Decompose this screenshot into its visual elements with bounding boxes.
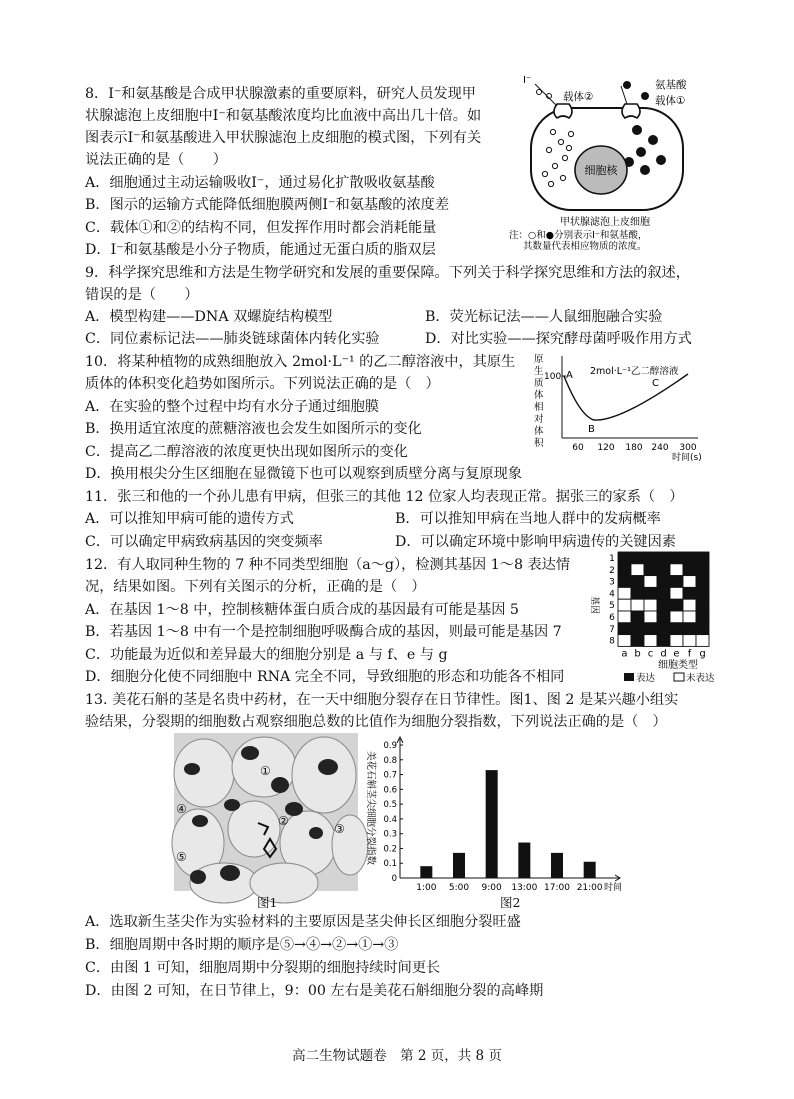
cell-type-label: c xyxy=(647,648,654,660)
expression-cell xyxy=(631,576,644,588)
ylabel-char: 体 xyxy=(534,390,544,401)
q12-expression-grid xyxy=(589,550,733,685)
gene-row-label: 3 xyxy=(609,577,615,588)
fig2-x-tick-label: 9:00 xyxy=(481,883,502,893)
expression-cell xyxy=(644,611,657,623)
expression-cell xyxy=(631,599,644,611)
expression-cell xyxy=(696,635,709,647)
q8-option-c: C．载体①和②的结构不同，但发挥作用时都会消耗能量 xyxy=(85,220,437,236)
expression-cell xyxy=(657,552,670,564)
expression-cell xyxy=(618,635,631,647)
expression-cell xyxy=(618,623,631,635)
expression-cell xyxy=(670,587,683,599)
ylabel-char: 相 xyxy=(534,402,544,413)
fig2-y-tick-label: 0.1 xyxy=(383,859,397,870)
fig2-y-tick-label: 0.5 xyxy=(383,800,397,811)
stage-label-3: ③ xyxy=(334,822,345,836)
x-tick: 120 xyxy=(597,443,615,453)
fig2-y-tick-label: 0 xyxy=(391,874,397,884)
expression-cell xyxy=(670,611,683,623)
legend-expressed-label: 表达 xyxy=(636,673,656,684)
expression-cell xyxy=(670,623,683,635)
ylabel-char: 原 xyxy=(534,354,544,365)
fig2-y-tick-label: 0.7 xyxy=(383,770,397,781)
expression-cell xyxy=(644,635,657,647)
expression-cell xyxy=(657,611,670,623)
x-tick: 300 xyxy=(679,443,697,453)
expression-cell xyxy=(644,552,657,564)
ylabel-char: 体 xyxy=(534,426,544,437)
stage-label-2: ② xyxy=(278,814,289,828)
q12-stem-line-1: 12．有人取同种生物的 7 种不同类型细胞（a～g），检测其基因 1～8 表达情 xyxy=(85,557,571,573)
q13-fig1-micrograph xyxy=(174,733,358,891)
carrier-1-label: 载体① xyxy=(655,95,686,107)
q12-option-b: B．若基因 1～8 中有一个是控制细胞呼吸酶合成的基因，则最可能是基因 7 xyxy=(85,624,562,640)
ylabel-char: 质 xyxy=(534,378,544,389)
fig2-xlabel: 时间 xyxy=(604,883,623,893)
gene-row-label: 5 xyxy=(609,601,615,612)
expression-cell xyxy=(618,576,631,588)
fig2-y-tick-label: 0.3 xyxy=(383,829,397,840)
fig2-caption: 图2 xyxy=(500,895,521,910)
q10-y-tick: 100 xyxy=(544,372,562,382)
q13-option-c: C．由图 1 可知，细胞周期中分裂期的细胞持续时间更长 xyxy=(85,960,441,976)
q13-stem-line-1: 13. 美花石斛的茎是名贵中药材，在一天中细胞分裂存在日节律性。图1、图 2 是某兴趣小组实 xyxy=(85,692,679,708)
expression-cell xyxy=(696,576,709,588)
point-a-label: A xyxy=(566,370,573,381)
fig2-x-tick-label: 1:00 xyxy=(416,883,437,893)
fig1-caption: 图1 xyxy=(257,895,278,910)
q12-stem-line-2: 况，结果如图。下列有关图示的分析，正确的是（ ） xyxy=(85,579,426,595)
x-tick: 60 xyxy=(572,443,584,453)
fig2-y-tick-label: 0.4 xyxy=(383,814,397,825)
q8-stem-line-2: 状腺滤泡上皮细胞中I⁻和氨基酸浓度均比血液中高出几十倍。如 xyxy=(85,108,482,124)
expression-cell xyxy=(631,564,644,576)
fig2-y-tick-label: 0.6 xyxy=(383,785,397,796)
fig2-x-tick-label: 17:00 xyxy=(544,883,570,893)
q10-xlabel: 时间(s) xyxy=(672,453,702,463)
q10-option-d: D．换用根尖分生区细胞在显微镜下也可以观察到质壁分离与复原现象 xyxy=(85,466,523,482)
cell-type-label: b xyxy=(634,648,641,660)
stage-label-1: ① xyxy=(260,764,271,778)
expression-cell xyxy=(657,635,670,647)
expression-cell xyxy=(631,623,644,635)
gene-row-label: 8 xyxy=(609,636,615,647)
q8-cell-diagram xyxy=(505,70,715,252)
expression-cell xyxy=(696,552,709,564)
expression-cell xyxy=(696,623,709,635)
ion-label: I⁻ xyxy=(523,75,532,86)
q10-series-label: 2mol·L⁻¹乙二醇溶液 xyxy=(590,366,679,377)
cell-type-label: d xyxy=(660,648,667,660)
expression-cell xyxy=(683,564,696,576)
expression-cell xyxy=(683,587,696,599)
legend-not-swatch xyxy=(674,673,684,681)
cell-type-label: f xyxy=(687,648,692,660)
gene-row-label: 7 xyxy=(609,624,615,635)
expression-cell xyxy=(618,611,631,623)
expression-cell xyxy=(657,623,670,635)
q8-stem-line-1: 8．I⁻和氨基酸是合成甲状腺激素的重要原料，研究人员发现甲 xyxy=(85,86,476,102)
q11-stem: 11．张三和他的一个孙儿患有甲病，但张三的其他 12 位家人均表现正常。据张三的家系（ ） xyxy=(85,489,684,505)
page-footer: 高二生物试题卷 第 2 页，共 8 页 xyxy=(292,1048,502,1064)
q8-option-a: A．细胞通过主动运输吸收I⁻，通过易化扩散吸收氨基酸 xyxy=(85,175,435,191)
q13-option-a: A．选取新生茎尖作为实验材料的主要原因是茎尖伸长区细胞分裂旺盛 xyxy=(85,914,521,930)
fig2-x-tick-label: 5:00 xyxy=(448,883,470,893)
gene-row-label: 1 xyxy=(609,554,615,564)
carrier-1-icon xyxy=(622,104,640,118)
q8-option-b: B．图示的运输方式能降低细胞膜两侧I⁻和氨基酸的浓度差 xyxy=(85,197,450,213)
expression-cell xyxy=(683,552,696,564)
x-tick: 180 xyxy=(625,443,643,453)
q13-stem-line-2: 验结果，分裂期的细胞数占观察细胞总数的比值作为细胞分裂指数，下列说法正确的是（ ） xyxy=(85,714,667,730)
q10-stem-line-2: 质体的体积变化趋势如图所示。下列说法正确的是（ ） xyxy=(85,376,440,392)
q8-stem-line-4: 说法正确的是（ ） xyxy=(85,152,227,168)
q9-option-d: D．对比实验——探究酵母菌呼吸作用方式 xyxy=(425,331,692,347)
q12-option-a: A．在基因 1～8 中，控制核糖体蛋白质合成的基因最有可能是基因 5 xyxy=(85,602,519,618)
expression-cell xyxy=(696,587,709,599)
expression-cell xyxy=(683,599,696,611)
fig2-bar xyxy=(518,843,530,878)
legend-not-label: 未表达 xyxy=(686,673,715,684)
expression-cell xyxy=(696,611,709,623)
expression-cell xyxy=(657,576,670,588)
gene-row-label: 4 xyxy=(609,589,615,600)
ylabel-char: 生 xyxy=(534,366,544,377)
stage-label-5: ⑤ xyxy=(176,850,187,864)
q10-ylabel xyxy=(534,354,544,449)
q9-stem-line-2: 错误的是（ ） xyxy=(85,287,199,303)
expression-cell xyxy=(670,635,683,647)
expression-cell xyxy=(670,564,683,576)
q11-option-d: D．可以确定环境中影响甲病遗传的关键因素 xyxy=(395,534,676,550)
cell-type-label: g xyxy=(699,648,706,660)
q12-xlabel: 细胞类型 xyxy=(658,660,698,671)
expression-cell xyxy=(631,552,644,564)
q13-option-b: B．细胞周期中各时期的顺序是⑤→④→②→①→③ xyxy=(85,937,399,953)
stage-label-4: ④ xyxy=(176,802,187,816)
legend-expressed-swatch xyxy=(624,673,634,681)
q8-option-d: D．I⁻和氨基酸是小分子物质，能通过无蛋白质的脂双层 xyxy=(85,242,436,258)
expression-cell xyxy=(644,587,657,599)
fig2-y-tick-label: 0.2 xyxy=(383,844,397,855)
cell-type-label: a xyxy=(621,648,628,660)
amino-acid-label: 氨基酸 xyxy=(655,79,687,91)
expression-cell xyxy=(683,576,696,588)
x-tick: 240 xyxy=(651,443,669,453)
cell-type-label: e xyxy=(673,648,680,660)
expression-cell xyxy=(670,599,683,611)
fig2-y-tick-label: 0.8 xyxy=(383,755,397,766)
q10-option-a: A．在实验的整个过程中均有水分子通过细胞膜 xyxy=(85,399,379,415)
q10-volume-chart xyxy=(528,352,718,464)
expression-cell xyxy=(657,599,670,611)
expression-cell xyxy=(631,635,644,647)
fig2-bar xyxy=(486,770,498,878)
expression-cell xyxy=(644,623,657,635)
q9-option-c: C．同位素标记法——肺炎链球菌体内转化实验 xyxy=(85,331,380,347)
q8-stem-line-3: 图表示I⁻和氨基酸进入甲状腺滤泡上皮细胞的模式图，下列有关 xyxy=(85,130,482,146)
expression-cell xyxy=(618,564,631,576)
fig2-bar xyxy=(584,862,596,878)
ylabel-char: 积 xyxy=(534,438,544,449)
q11-option-a: A．可以推知甲病可能的遗传方式 xyxy=(85,511,294,527)
fig2-bar xyxy=(551,853,563,878)
gene-row-label: 6 xyxy=(609,613,615,623)
q13-fig2-bar-chart xyxy=(360,733,630,893)
expression-cell xyxy=(657,587,670,599)
expression-cell xyxy=(683,611,696,623)
expression-cell xyxy=(683,623,696,635)
gene-row-label: 2 xyxy=(609,565,615,576)
q9-option-b: B．荧光标记法——人鼠细胞融合实验 xyxy=(425,309,663,325)
point-b-label: B xyxy=(588,424,595,435)
q10-option-b: B．换用适宜浓度的蔗糖溶液也会发生如图所示的变化 xyxy=(85,421,422,437)
cell-caption: 甲状腺滤泡上皮细胞 xyxy=(560,217,650,228)
q9-option-a: A．模型构建——DNA 双螺旋结构模型 xyxy=(85,309,333,325)
figure-note-2: 其数量代表相应物质的浓度。 xyxy=(523,241,647,252)
expression-cell xyxy=(670,552,683,564)
expression-cell xyxy=(696,599,709,611)
expression-cell xyxy=(631,611,644,623)
expression-cell xyxy=(657,564,670,576)
expression-cell xyxy=(644,599,657,611)
expression-cell xyxy=(670,576,683,588)
q13-option-d: D．由图 2 可知，在日节律上，9：00 左右是美花石斛细胞分裂的高峰期 xyxy=(85,983,544,999)
point-c-label: C xyxy=(652,378,659,389)
fig2-ylabel: 美花石斛茎尖细胞分裂指数 xyxy=(365,751,376,866)
q11-option-c: C．可以确定甲病致病基因的突变频率 xyxy=(85,534,323,550)
fig2-y-tick-label: 0.9 xyxy=(383,741,397,751)
expression-cell xyxy=(618,587,631,599)
expression-cell xyxy=(631,587,644,599)
q10-option-c: C．提高乙二醇溶液的浓度更快出现如图所示的变化 xyxy=(85,444,408,460)
fig2-x-tick-label: 13:00 xyxy=(511,883,538,893)
carrier-2-label: 载体② xyxy=(563,91,594,103)
q12-option-d: D．细胞分化使不同细胞中 RNA 完全不同，导致细胞的形态和功能各不相同 xyxy=(85,669,565,685)
expression-cell xyxy=(644,576,657,588)
figure-note-1: 注：○和●分别表示I⁻和氨基酸， xyxy=(509,230,648,241)
expression-cell xyxy=(618,552,631,564)
expression-cell xyxy=(644,564,657,576)
q12-ylabel: 基因 xyxy=(589,596,599,615)
fig2-bar xyxy=(420,866,432,878)
expression-cell xyxy=(618,599,631,611)
nucleus-label: 细胞核 xyxy=(584,164,618,177)
q11-option-b: B．可以推知甲病在当地人群中的发病概率 xyxy=(395,511,661,527)
ylabel-char: 对 xyxy=(534,414,544,425)
fig2-x-tick-label: 21:00 xyxy=(576,883,603,893)
expression-cell xyxy=(683,635,696,647)
expression-cell xyxy=(696,564,709,576)
fig2-bar xyxy=(453,853,465,878)
q10-stem-line-1: 10．将某种植物的成熟细胞放入 2mol·L⁻¹ 的乙二醇溶液中，其原生 xyxy=(85,354,516,370)
q10-curve xyxy=(564,374,688,420)
q12-option-c: C．功能最为近似和差异最大的细胞分别是 a 与 f、e 与 g xyxy=(85,647,448,663)
q9-stem-line-1: 9．科学探究思维和方法是生物学研究和发展的重要保障。下列关于科学探究思维和方法的叙述， xyxy=(85,265,690,281)
